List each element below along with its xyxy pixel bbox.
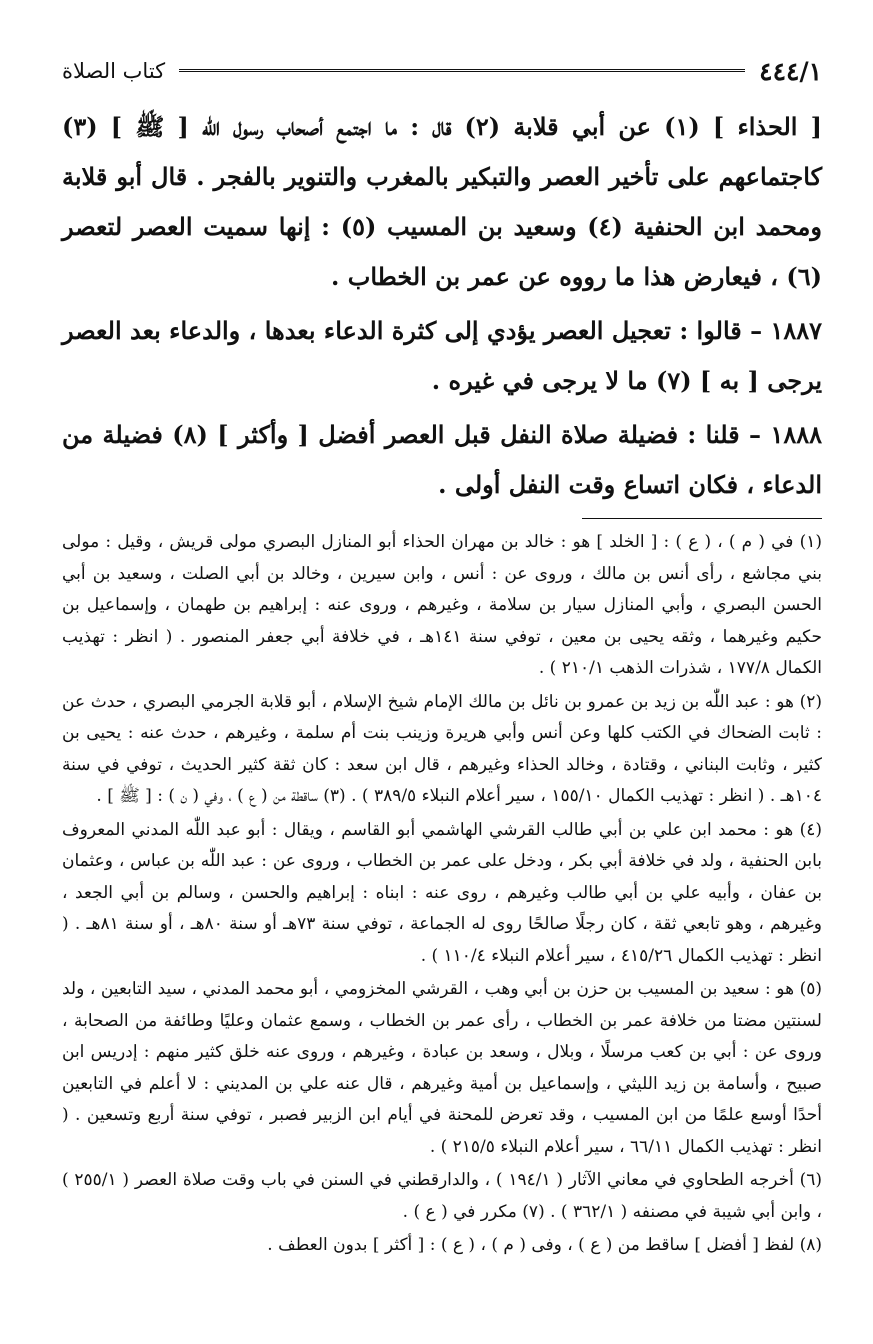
book-title: كتاب الصلاة (62, 59, 166, 83)
footnote-separator (582, 518, 822, 519)
footnote: (٨) لفظ [ أفضل ] ساقط من ( ع ) ، وفى ( م ) ، ( ع ) : [ أكثر ] بدون العطف . (267, 1235, 822, 1255)
footnotes (62, 527, 822, 1262)
footnote: (٢) هو : عبد اللّٰه بن زيد بن عمرو بن نائل بن مالك الإمام شيخ الإسلام ، أبو قلابة الجرمي البصري ، حدث عن : ثابت الضحاك في الكتب كلها وعن أنس وأبي هريرة وزينب بنت أم سلمة ، وغيرهم ، حدث عنه : يحيى بن كثير ، وثابت البناني ، وقتادة ، وخالد الحذاء وغيرهم ، قال ابن سعد : كان ثقة كثير الحديث ، توفي في سنة ١٠٤هـ . ( انظر : تهذيب الكمال ١٥٥/١٠ ، سير أعلام النبلاء ٣٨٩/٥ ) . (٣) ساقطة من ( ع ) ، وفي ( ن ) : [ ﷺ ] . (62, 691, 822, 806)
main-paragraph: ١٨٨٨ – قلنا : فضيلة صلاة النفل قبل العصر أفضل [ وأكثر ] (٨) فضيلة من الدعاء ، فكان اتساع وقت النفل أولى . (62, 420, 822, 499)
main-paragraph: ١٨٨٧ – قالوا : تعجيل العصر يؤدي إلى كثرة الدعاء بعدها ، والدعاء بعد العصر يرجى [ به ] (٧) ما لا يرجى في غيره . (62, 316, 822, 395)
page-header (62, 50, 822, 92)
document-page (62, 50, 822, 1264)
main-text (62, 102, 822, 510)
footnote: (٥) هو : سعيد بن المسيب بن حزن بن أبي وهب ، القرشي المخزومي ، أبو محمد المدني ، سيد التابعين ، ولد لسنتين مضتا من خلافة عمر بن الخطاب ، رأى عمر بن الخطاب ، وسمع عثمان وعليًا وطائفة من الصحابة ، وروى عن : أبي بن كعب مرسلًا ، وبلال ، وسعد بن عبادة ، وغيرهم ، وروى عنه خلق كثير منهم : إدريس ابن صبيح ، وأسامة بن زيد الليثي ، وإسماعيل بن أمية وغيرهم ، قال عنه علي بن المديني : لا أعلم في التابعين أحدًا أوسع علمًا من ابن المسيب ، وقد تعرض للمحنة في أيام ابن الزبير فصبر ، توفي سنة أربع وتسعين . ( انظر : تهذيب الكمال ٦٦/١١ ، سير أعلام النبلاء ٢١٥/٥ ) . (62, 979, 822, 1157)
footnote: (٦) أخرجه الطحاوي في معاني الآثار ( ١٩٤/١ ) ، والدارقطني في السنن في باب وقت صلاة العصر ( ٢٥٥/١ ) ، وابن أبي شيبة في مصنفه ( ٣٦٢/١ ) . (٧) مكرر في ( ع ) . (62, 1170, 822, 1222)
header-rule (179, 69, 745, 74)
footnote: (٤) هو : محمد ابن علي بن أبي طالب القرشي الهاشمي أبو القاسم ، ويقال : أبو عبد اللّٰه المدني المعروف بابن الحنفية ، ولد في خلافة أبي بكر ، ودخل على عمر بن الخطاب ، وروى عن : عبد اللّٰه بن عباس ، وعثمان بن عفان ، وأبيه علي بن أبي طالب وغيرهم ، روى عنه : ابناه : إبراهيم والحسن ، وسالم بن أبي الجعد ، وغيرهم ، وهو تابعي ثقة ، كان رجلًا صالحًا روى له الجماعة ، توفي سنة ٧٣هـ أو سنة ٨٠هـ ، أو سنة ٨١هـ . ( انظر : تهذيب الكمال ٤١٥/٢٦ ، سير أعلام النبلاء ١١٠/٤ ) . (62, 819, 822, 966)
page-number: ٤٤٤/١ (759, 56, 822, 86)
main-paragraph: [ الحذاء ] (١) عن أبي قلابة (٢) قال : ما اجتمع أصحاب رسول اللّٰه [ ﷺ ] (٣) كاجتماعهم على تأخير العصر والتبكير بالمغرب والتنوير بالفجر . قال أبو قلابة ومحمد ابن الحنفية (٤) وسعيد بن المسيب (٥) : إنها سميت العصر لتعصر (٦) ، فيعارض هذا ما رووه عن عمر بن الخطاب . (62, 112, 822, 291)
footnote: (١) في ( م ) ، ( ع ) : [ الخلد ] هو : خالد بن مهران الحذاء أبو المنازل البصري مولى قريش ، وقيل : مولى بني مجاشع ، رأى أنس بن مالك ، وروى عن : أنس ، وابن سيرين ، وخالد بن أبي الصلت ، وسعيد بن أبي الحسن البصري ، وأبي المنازل سيار بن سلامة ، وغيرهم ، وروى عنه : إبراهيم بن طهمان ، وإسماعيل بن حكيم وغيرهما ، وثقه يحيى بن معين ، توفي سنة ١٤١هـ ، في خلافة أبي جعفر المنصور . ( انظر : تهذيب الكمال ١٧٧/٨ ، شذرات الذهب ٢١٠/١ ) . (62, 532, 822, 678)
